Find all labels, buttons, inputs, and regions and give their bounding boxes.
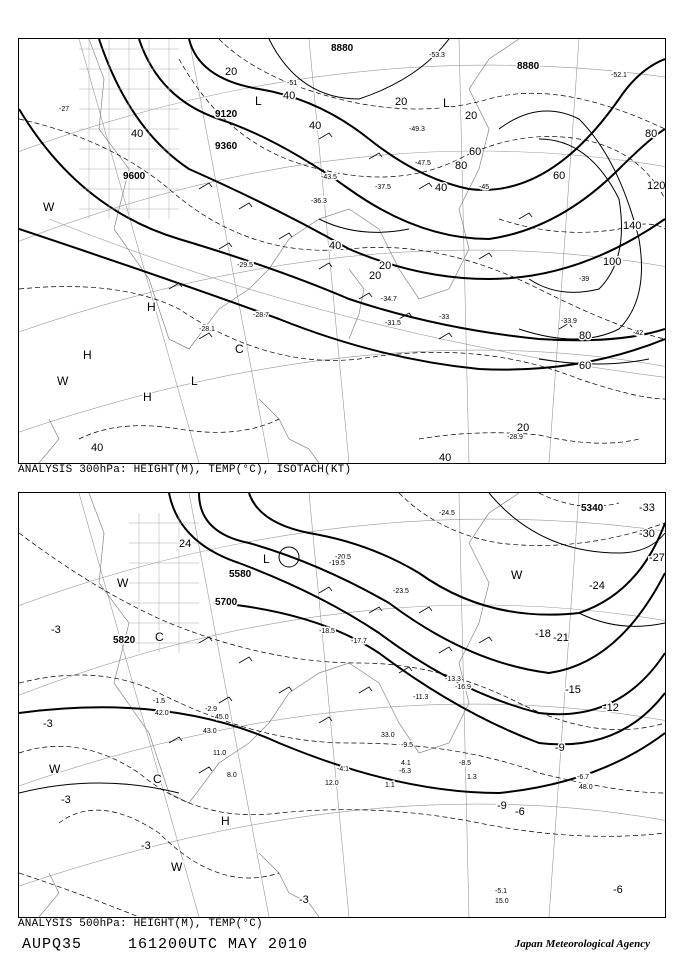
station-label: 1.3 xyxy=(467,774,477,781)
isotach-label: 80 xyxy=(579,330,592,342)
temp-contour-label: -3 xyxy=(43,718,53,730)
pressure-system: W xyxy=(57,374,69,388)
temp-contour-label: -9 xyxy=(497,800,507,812)
isotherms xyxy=(19,39,665,443)
pressure-system: L xyxy=(191,374,198,388)
pressure-system: W xyxy=(171,860,183,874)
temp-contour-label: -3 xyxy=(61,794,71,806)
station-label: -8.5 xyxy=(459,760,472,767)
temp-label: -37.5 xyxy=(375,184,391,191)
station-label: -20.5 xyxy=(335,554,351,561)
pressure-system: H xyxy=(83,348,92,362)
isotach-label: 40 xyxy=(329,240,342,252)
isotach-label: 60 xyxy=(469,146,482,158)
temp-label: -28.7 xyxy=(253,312,269,319)
station-label: -6.7 xyxy=(577,774,590,781)
isotach-label: 20 xyxy=(517,422,530,434)
agency-name: Japan Meteorological Agency xyxy=(514,938,650,950)
station-label: 15.0 xyxy=(495,898,509,905)
pressure-system: L xyxy=(263,552,270,566)
isotach-label: 60 xyxy=(579,360,592,372)
temp-contour-label: -9 xyxy=(555,742,565,754)
height-label: 9600 xyxy=(123,171,146,182)
wind-barbs xyxy=(169,133,572,339)
map-500hpa-labels xyxy=(43,502,665,906)
isotach-label: 80 xyxy=(455,160,468,172)
isotach-label: 40 xyxy=(435,182,448,194)
station-label: -9.5 xyxy=(401,742,414,749)
isotach-label: 140 xyxy=(623,220,642,232)
temp-contour-label: -3 xyxy=(299,894,309,906)
isotach-label: 100 xyxy=(603,256,622,268)
station-label: -13.3 xyxy=(445,676,461,683)
temp-label: -33.9 xyxy=(561,318,577,325)
station-label: -24.5 xyxy=(439,510,455,517)
station-label: -23.5 xyxy=(393,588,409,595)
station-label: 48.0 xyxy=(579,784,593,791)
jet-hatching xyxy=(79,39,179,219)
temp-label: -42 xyxy=(633,330,644,337)
pressure-system: W xyxy=(511,568,523,582)
station-label: -5.1 xyxy=(495,888,508,895)
isotach-label: 40 xyxy=(131,128,144,140)
temp-contour-label: -27 xyxy=(649,552,665,564)
station-label: -2.9 xyxy=(205,706,218,713)
temp-contour-label: -18 xyxy=(535,628,551,640)
temp-label: -53.3 xyxy=(429,52,445,59)
temp-contour-label: -21 xyxy=(553,632,569,644)
station-label: 12.0 xyxy=(325,780,339,787)
isotach-label: 20 xyxy=(369,270,382,282)
isotach-label: 120 xyxy=(647,180,665,192)
height-label: 9120 xyxy=(215,109,238,120)
pressure-system: W xyxy=(43,200,55,214)
station-label: -17.7 xyxy=(351,638,367,645)
station-label: 45.0 xyxy=(215,714,229,721)
station-label: -11.3 xyxy=(413,694,429,701)
height-label: 8880 xyxy=(331,43,354,54)
temp-label: -49.3 xyxy=(409,126,425,133)
temp-contour-label: -6 xyxy=(613,884,623,896)
height-label: 5820 xyxy=(113,635,136,646)
temp-contour-label: 24 xyxy=(179,538,192,550)
temp-contour-label: -30 xyxy=(639,528,655,540)
station-label: 4.1 xyxy=(401,760,411,767)
hatching xyxy=(129,513,199,653)
temp-label: -36.3 xyxy=(311,198,327,205)
height-label: 5700 xyxy=(215,597,238,608)
pressure-system: C xyxy=(235,342,244,356)
temp-label: -51 xyxy=(287,80,298,87)
temp-label: -29.5 xyxy=(237,262,253,269)
temp-label: -43.5 xyxy=(321,174,337,181)
station-label: -1.5 xyxy=(153,698,166,705)
height-label: 5580 xyxy=(229,569,252,580)
temp-label: -33 xyxy=(439,314,450,321)
height-label: 5340 xyxy=(581,503,604,514)
isotach-label: 80 xyxy=(645,128,658,140)
station-label: 43.0 xyxy=(203,728,217,735)
isotach-label: 40 xyxy=(439,452,452,463)
station-label: 8.0 xyxy=(227,772,237,779)
isotach-label: 20 xyxy=(225,66,238,78)
isotach-label: 40 xyxy=(283,90,296,102)
station-label: 1.1 xyxy=(385,782,395,789)
pressure-system: H xyxy=(221,814,230,828)
temp-label: -34.7 xyxy=(381,296,397,303)
temp-label: -27 xyxy=(59,106,70,113)
station-label: -19.5 xyxy=(329,560,345,567)
isotach-label: 60 xyxy=(553,170,566,182)
temp-contour-label: -6 xyxy=(515,806,525,818)
temp-label: -39 xyxy=(579,276,590,283)
temp-label: -28.9 xyxy=(507,434,523,441)
pressure-system: L xyxy=(255,94,262,108)
isotach-label: 20 xyxy=(379,260,392,272)
temp-contour-label: -12 xyxy=(603,702,619,714)
isotach-label: 20 xyxy=(465,110,478,122)
station-label: -4.1 xyxy=(337,766,350,773)
valid-time: 161200UTC MAY 2010 xyxy=(128,936,309,953)
temp-label: -47.5 xyxy=(415,160,431,167)
temp-contour-label: -15 xyxy=(565,684,581,696)
pressure-system: H xyxy=(143,390,152,404)
pressure-system: H xyxy=(147,300,156,314)
station-label: 42.0 xyxy=(155,710,169,717)
pressure-system: W xyxy=(49,762,61,776)
height-label: 9360 xyxy=(215,141,238,152)
pressure-system: C xyxy=(155,630,164,644)
station-label: -6.3 xyxy=(399,768,412,775)
isotach-label: 20 xyxy=(395,96,408,108)
temp-label: -31.5 xyxy=(385,320,401,327)
temp-contour-label: -3 xyxy=(141,840,151,852)
station-label: 33.0 xyxy=(381,732,395,739)
pressure-system: L xyxy=(443,96,450,110)
map-300hpa-labels xyxy=(43,43,665,463)
pressure-system: W xyxy=(117,576,129,590)
analysis-300hpa-map xyxy=(18,38,666,464)
temp-label: -28.1 xyxy=(199,326,215,333)
station-label: 11.0 xyxy=(213,750,227,757)
pressure-system: C xyxy=(153,772,162,786)
station-label: -16.9 xyxy=(455,684,471,691)
graticule xyxy=(19,39,665,463)
temp-label: -45 xyxy=(479,184,490,191)
isotach-label: 40 xyxy=(91,442,104,454)
height-label: 8880 xyxy=(517,61,540,72)
temp-contour-label: -33 xyxy=(639,502,655,514)
temp-label: -52.1 xyxy=(611,72,627,79)
isotach-label: 40 xyxy=(309,120,322,132)
station-label: -18.5 xyxy=(319,628,335,635)
map-300hpa-graphics xyxy=(19,39,665,463)
chart-id: AUPQ35 xyxy=(22,936,83,953)
caption-300hpa: ANALYSIS 300hPa: HEIGHT(M), TEMP(°C), ISOTACH(KT) xyxy=(18,464,352,476)
map-500hpa-graphics xyxy=(19,493,665,917)
temp-contour-label: -24 xyxy=(589,580,605,592)
caption-500hpa: ANALYSIS 500hPa: HEIGHT(M), TEMP(°C) xyxy=(18,918,263,930)
analysis-500hpa-map xyxy=(18,492,666,918)
temp-contour-label: -3 xyxy=(51,624,61,636)
